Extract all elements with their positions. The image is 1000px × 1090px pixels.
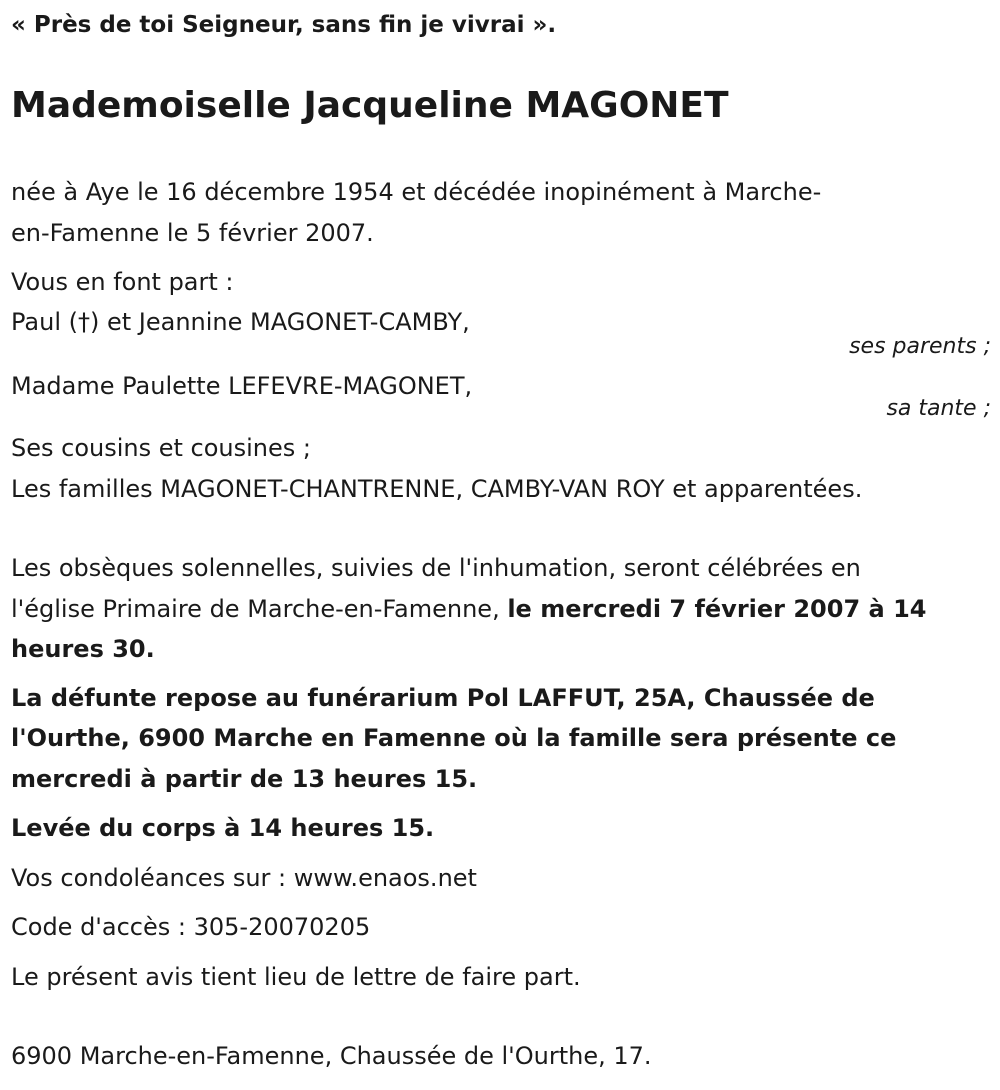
announcers-families: Les familles MAGONET-CHANTRENNE, CAMBY-VAN ROY et apparentées. (11, 475, 863, 503)
verse-quote: « Près de toi Seigneur, sans fin je vivrai ». (11, 12, 557, 38)
funeral-line-2 (11, 589, 991, 629)
announcers-aunt: Madame Paulette LEFEVRE-MAGONET, (11, 372, 473, 400)
repose-line-1: La défunte repose au funérarium Pol LAFFUT, 25A, Chaussée de (11, 684, 875, 712)
repose-line-2: l'Ourthe, 6900 Marche en Famenne où la famille sera présente ce (11, 724, 897, 752)
announcers-intro: Vous en font part : (11, 268, 234, 296)
parents-role: ses parents ; (849, 334, 991, 359)
levee-du-corps: Levée du corps à 14 heures 15. (11, 814, 435, 842)
birth-death-line-1: née à Aye le 16 décembre 1954 et décédée inopinément à Marche- (11, 178, 822, 206)
address: 6900 Marche-en-Famenne, Chaussée de l'Ourthe, 17. (11, 1042, 652, 1070)
birth-death-line-2: en-Famenne le 5 février 2007. (11, 219, 374, 247)
condolences-link: Vos condoléances sur : www.enaos.net (11, 864, 477, 892)
announcers-parents: Paul (†) et Jeannine MAGONET-CAMBY, (11, 308, 470, 336)
funeral-time: heures 30. (11, 635, 155, 663)
aunt-role: sa tante ; (886, 396, 991, 421)
notice-statement: Le présent avis tient lieu de lettre de faire part. (11, 963, 581, 991)
funeral-date: le mercredi 7 février 2007 à 14 (507, 595, 927, 623)
deceased-name: Mademoiselle Jacqueline MAGONET (11, 85, 729, 126)
funeral-line-1: Les obsèques solennelles, suivies de l'inhumation, seront célébrées en (11, 554, 861, 582)
access-code: Code d'accès : 305-20070205 (11, 913, 371, 941)
funeral-church: l'église Primaire de Marche-en-Famenne, (11, 595, 508, 623)
repose-line-3: mercredi à partir de 13 heures 15. (11, 765, 478, 793)
announcers-cousins: Ses cousins et cousines ; (11, 434, 311, 462)
